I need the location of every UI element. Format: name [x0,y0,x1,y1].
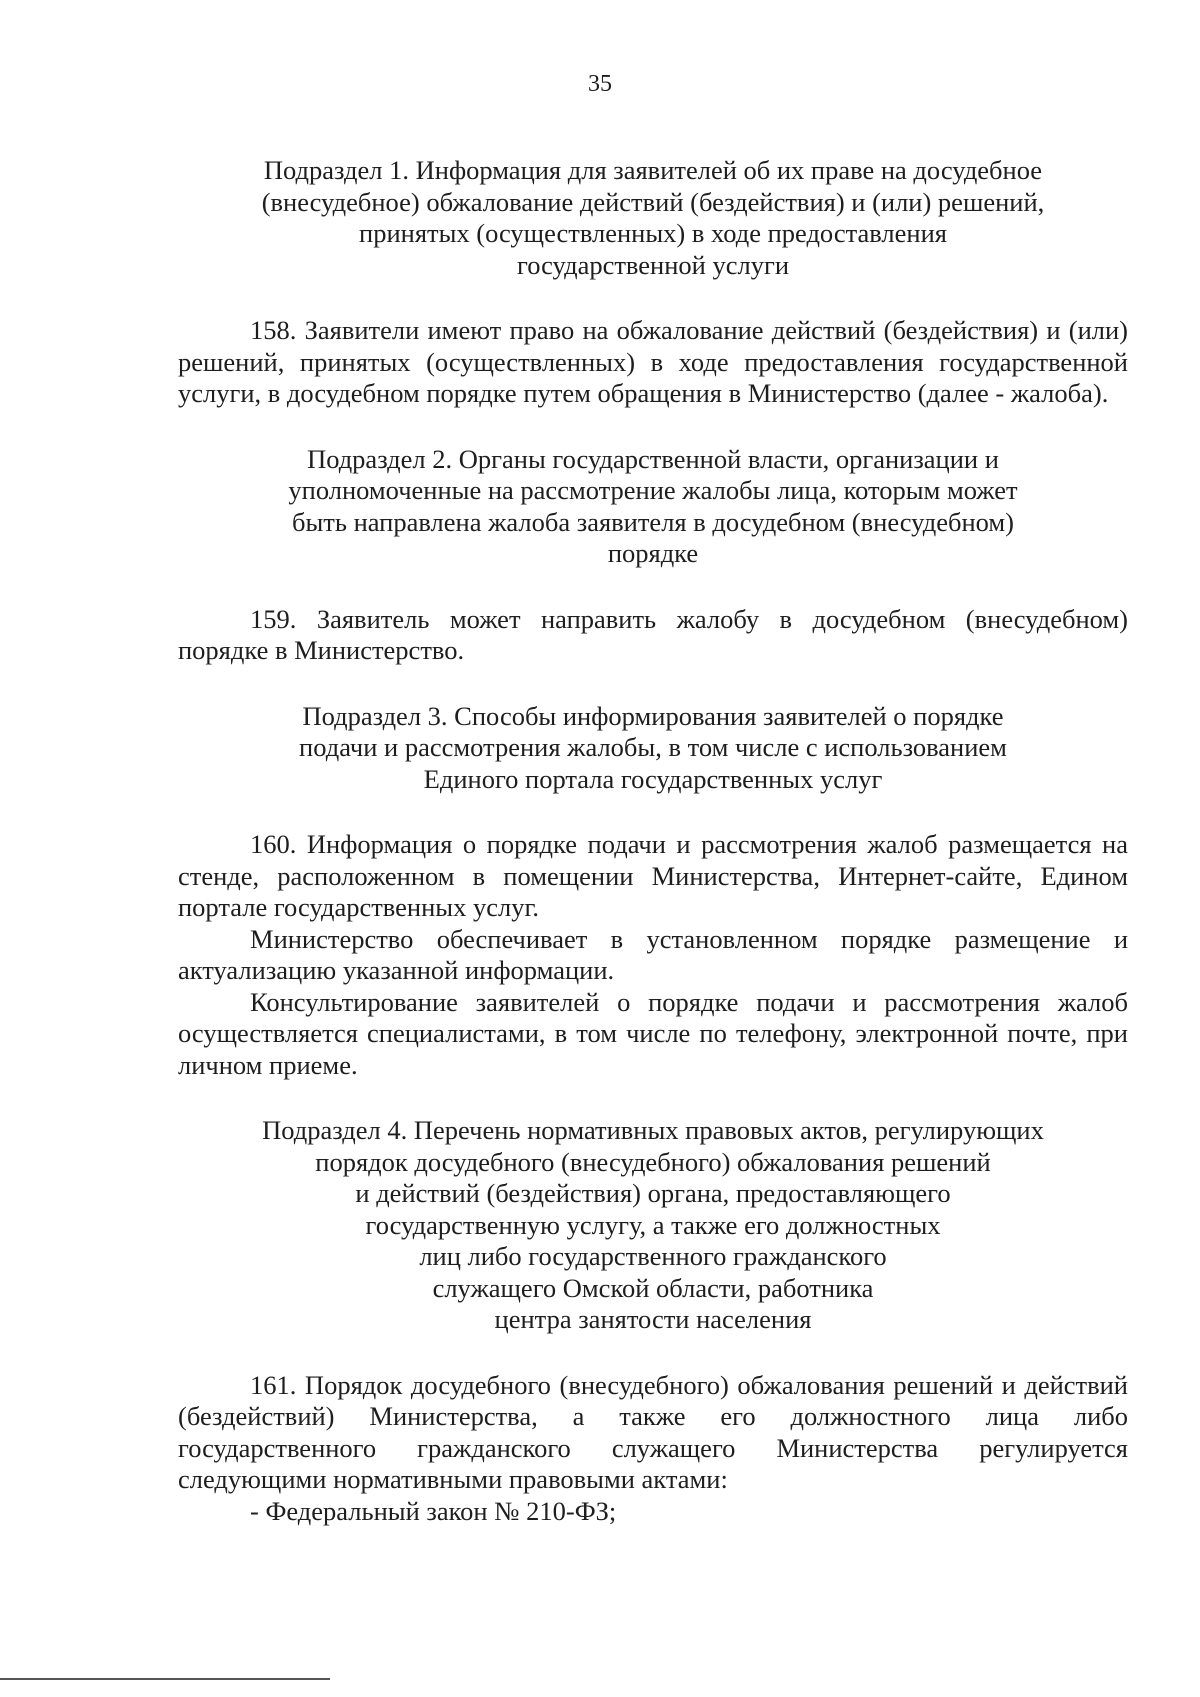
section-heading-2 [178,444,1128,570]
heading-line: и действий (бездействия) органа, предоставляющего [355,1178,951,1208]
heading-line: принятых (осуществленных) в ходе предоставления [359,218,947,248]
paragraph-159: 159. Заявитель может направить жалобу в досудебном (внесудебном) порядке в Министерство. [178,603,1128,665]
heading-line: порядке [607,538,699,568]
paragraph-160-publication: Министерство обеспечивает в установленном порядке размещение и актуализацию указанной информации. [178,923,1128,985]
paragraph-161: 161. Порядок досудебного (внесудебного) обжалования решений и действий (бездействий) Министерства, а также его должностного лица либо государственного гражданского служащего Министерства регулируется следующими нормативными правовыми актами: [178,1369,1128,1494]
heading-line: служащего Омской области, работника [432,1272,874,1303]
heading-line: быть направлена жалоба заявителя в досудебном (внесудебном) [292,506,1014,537]
heading-line: государственной услуги [516,249,790,280]
heading-line: подачи и рассмотрения жалобы, в том числе с использованием [299,732,1007,762]
heading-line: Подраздел 4. Перечень нормативных правовых актов, регулирующих [262,1115,1044,1145]
heading-line: государственную услугу, а также его должностных [365,1209,941,1240]
heading-line: Подраздел 3. Способы информирования заявителей о порядке [302,700,1004,731]
section-heading-3 [178,701,1128,796]
heading-line: центра занятости населения [494,1304,812,1334]
section-heading-4 [178,1115,1128,1336]
document-body [178,155,1128,1527]
heading-line: (внесудебное) обжалование действий (бездействия) и (или) решений, [261,186,1045,217]
heading-line: Подраздел 1. Информация для заявителей об их праве на досудебное [263,155,1043,185]
paragraph-160: 160. Информация о порядке подачи и рассмотрения жалоб размещается на стенде, расположенном в помещении Министерства, Интернет-сайте, Едином портале государственных услуг. [178,829,1128,922]
heading-line: лиц либо государственного гражданского [419,1241,887,1271]
page-number: 35 [588,71,612,97]
heading-line: порядок досудебного (внесудебного) обжалования решений [315,1146,991,1177]
paragraph-160-consulting: Консультирование заявителей о порядке подачи и рассмотрения жалоб осуществляется специалистами, в том числе по телефону, электронной почте, при личном приеме. [178,986,1128,1080]
section-heading-1 [178,155,1128,281]
bottom-divider [0,1678,330,1680]
paragraph-158: 158. Заявители имеют право на обжалование действий (бездействия) и (или) решений, принятых (осуществленных) в ходе предоставления государственной услуги, в досудебном порядке путем обращения в Министерство (далее - жалоба). [178,315,1128,408]
heading-line: уполномоченные на рассмотрение жалобы лица, которым может [288,475,1018,505]
list-item-law: - Федеральный закон № 210-ФЗ; [250,1495,617,1526]
heading-line: Подраздел 2. Органы государственной власти, организации и [307,443,999,474]
heading-line: Единого портала государственных услуг [423,763,883,794]
